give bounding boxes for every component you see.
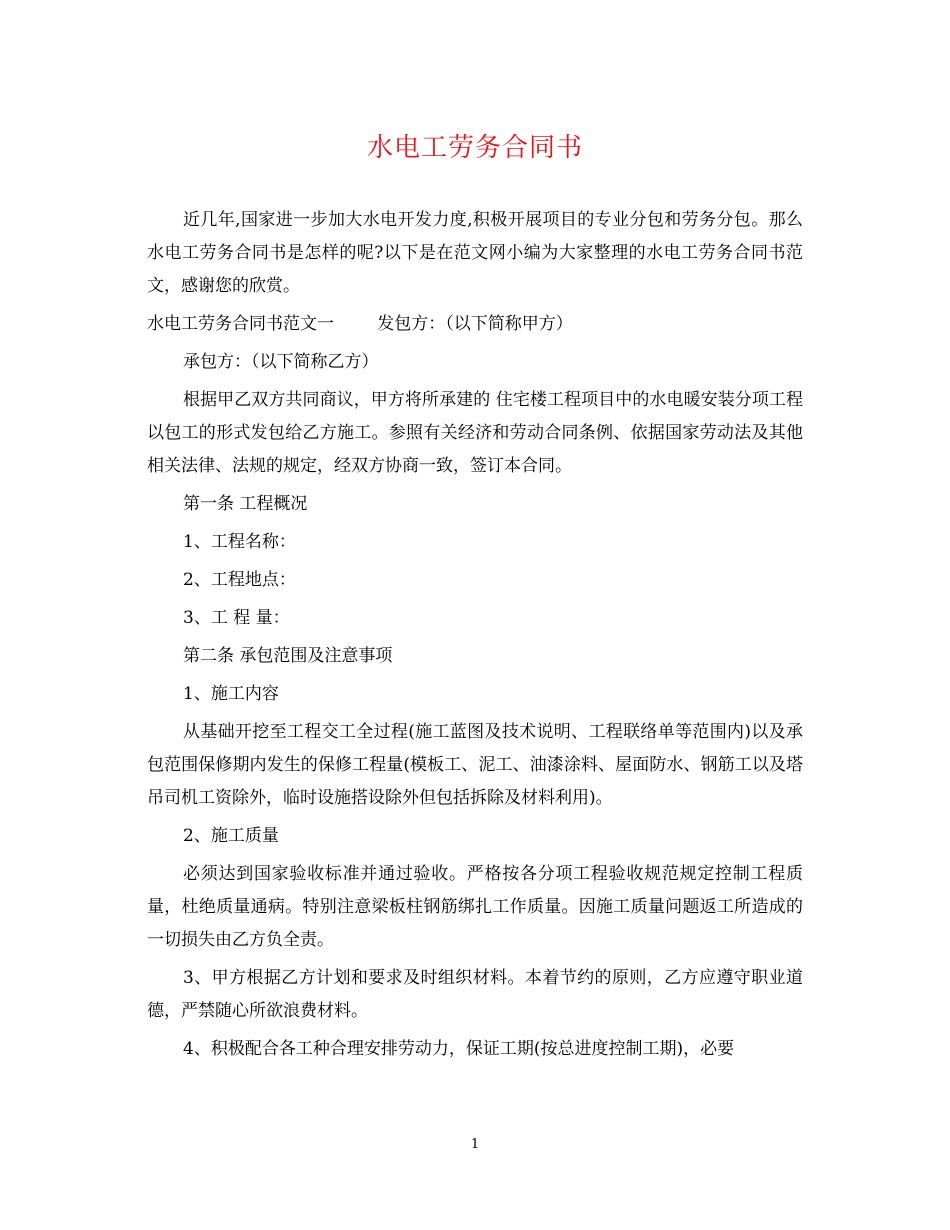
contract-heading-line: 水电工劳务合同书范文一 发包方：（以下简称甲方）	[147, 314, 573, 334]
construction-quality-paragraph: 必须达到国家验收标准并通过验收。严格按各分项工程验收规范规定控制工程质量，杜绝质量通病。特别注意梁板柱钢筋绑扎工作质量。因施工质量问题返工所造成的一切损失由乙方负全责。	[147, 864, 803, 950]
construction-content-heading: 1、施工内容	[183, 684, 279, 704]
labor-paragraph: 4、积极配合各工种合理安排劳动力，保证工期(按总进度控制工期)，必要	[183, 1039, 735, 1059]
article-1-heading: 第一条 工程概况	[183, 494, 308, 514]
document-body	[147, 204, 803, 1071]
page-number: 1	[470, 1137, 480, 1152]
intro-paragraph: 近几年,国家进一步加大水电开发力度,积极开展项目的专业分包和劳务分包。那么水电工劳务合同书是怎样的呢?以下是在范文网小编为大家整理的水电工劳务合同书范文，感谢您的欣赏。	[147, 210, 803, 296]
document-title: 水电工劳务合同书	[366, 133, 583, 163]
project-name-line: 1、工程名称：	[183, 532, 296, 552]
agreement-paragraph: 根据甲乙双方共同商议，甲方将所承建的 住宅楼工程项目中的水电暖安装分项工程以包工的形式发包给乙方施工。参照有关经济和劳动合同条例、依据国家劳动法及其他相关法律、法规的规定，经双方协商一致，签订本合同。	[147, 390, 803, 476]
construction-content-paragraph: 从基础开挖至工程交工全过程(施工蓝图及技术说明、工程联络单等范围内)以及承包范围保修期内发生的保修工程量(模板工、泥工、油漆涂料、屋面防水、钢筋工以及塔吊司机工资除外，临时设施搭设除外但包括拆除及材料利用)。	[147, 722, 803, 808]
contractor-line: 承包方：（以下简称乙方）	[183, 352, 379, 372]
article-2-heading: 第二条 承包范围及注意事项	[183, 646, 393, 666]
project-location-line: 2、工程地点：	[183, 570, 296, 590]
materials-paragraph: 3、甲方根据乙方计划和要求及时组织材料。本着节约的原则，乙方应遵守职业道德，严禁随心所欲浪费材料。	[147, 968, 803, 1021]
project-quantity-line: 3、工 程 量：	[183, 608, 290, 628]
construction-quality-heading: 2、施工质量	[183, 826, 279, 846]
